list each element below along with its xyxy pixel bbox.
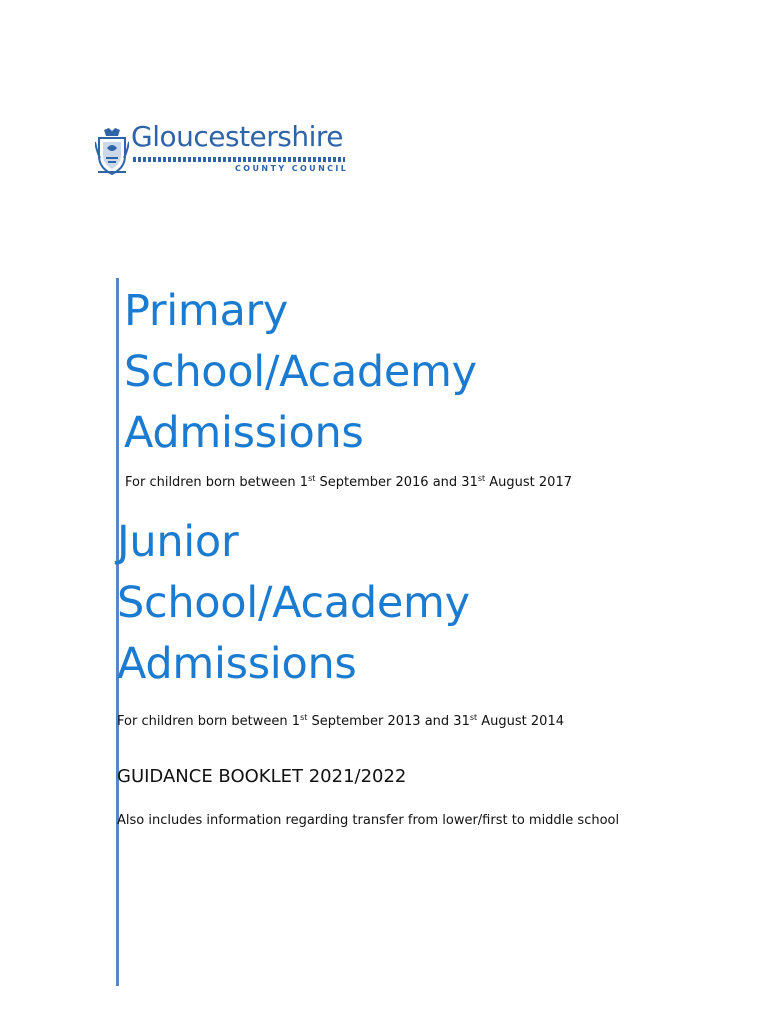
junior-title: Junior School/Academy Admissions	[117, 517, 470, 689]
guidance-heading: GUIDANCE BOOKLET 2021/2022	[117, 766, 407, 787]
primary-birth-range: For children born between 1st September 2016 and 31st August 2017	[125, 474, 572, 490]
logo-dotted-line	[133, 157, 345, 162]
primary-title: Primary School/Academy Admissions	[124, 286, 477, 458]
council-subtitle: COUNTY COUNCIL	[235, 164, 349, 173]
transfer-note: Also includes information regarding transfer from lower/first to middle school	[117, 813, 620, 828]
council-name: Gloucestershire	[131, 120, 344, 153]
county-crest-icon	[95, 128, 129, 176]
council-logo	[95, 120, 355, 178]
junior-birth-range: For children born between 1st September 2013 and 31st August 2014	[117, 713, 564, 729]
